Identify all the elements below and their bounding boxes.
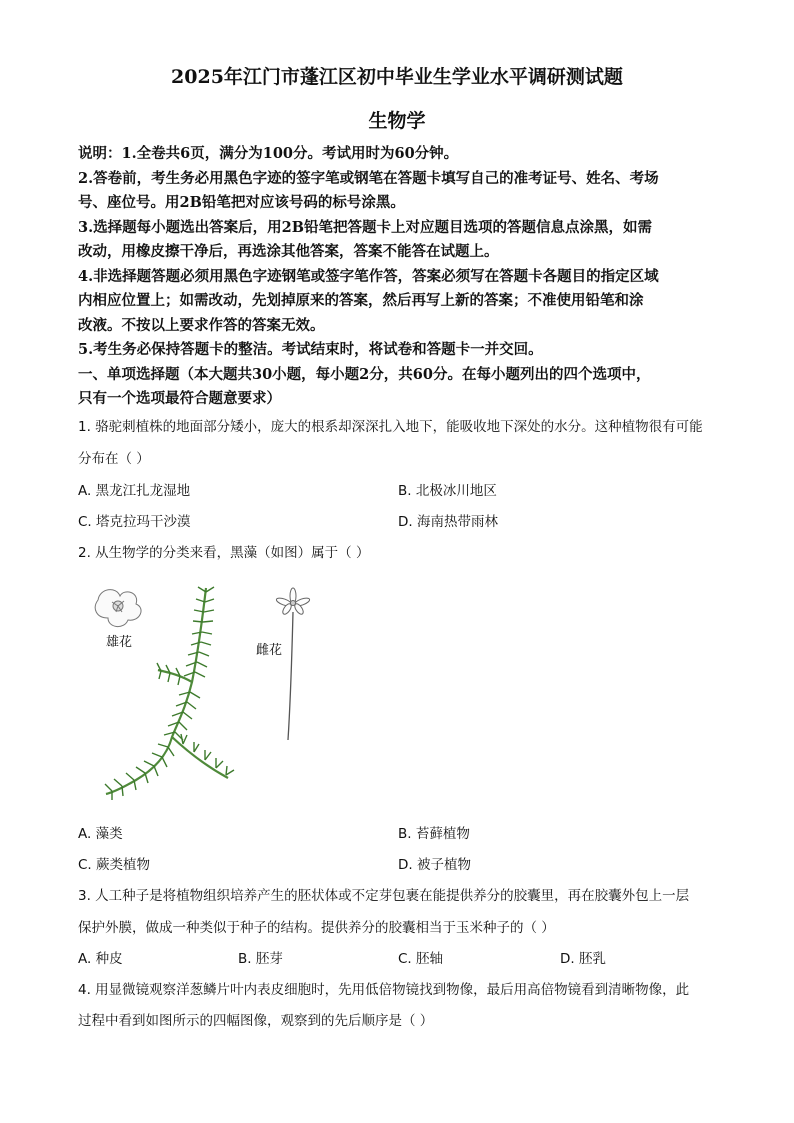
instruction-line: 改动，用橡皮擦干净后，再选涂其他答案，答案不能答在试题上。	[78, 243, 499, 260]
q3-option-a: A. 种皮	[78, 951, 123, 967]
q2-option-d: D. 被子植物	[398, 857, 471, 873]
question-3-stem: 3. 人工种子是将植物组织培养产生的胚状体或不定芽包裹在能提供养分的胶囊里，再在胶囊外包上一层	[78, 888, 690, 904]
q2-option-a: A. 藻类	[78, 826, 123, 842]
q3-option-b: B. 胚芽	[238, 951, 283, 967]
q2-option-b: B. 苔藓植物	[398, 826, 470, 842]
q1-option-d: D. 海南热带雨林	[398, 514, 498, 530]
question-1-stem: 1. 骆驼刺植株的地面部分矮小，庞大的根系却深深扎入地下，能吸收地下深处的水分。这种植物很有可能	[78, 419, 703, 435]
female-flower-label: 雌花	[256, 643, 283, 658]
subject-title: 生物学	[368, 110, 426, 132]
question-3-stem: 保护外膜，做成一种类似于种子的结构。提供养分的胶囊相当于玉米种子的（ ）	[78, 920, 555, 936]
q2-option-c: C. 蕨类植物	[78, 857, 151, 873]
section-heading: 只有一个选项最符合题意要求）	[78, 390, 281, 407]
instruction-line: 内相应位置上；如需改动，先划掉原来的答案，然后再写上新的答案；不准使用铅笔和涂	[78, 292, 644, 309]
male-flower-label: 雄花	[106, 635, 133, 650]
instruction-line: 号、座位号。用2B铅笔把对应该号码的标号涂黑。	[78, 194, 405, 211]
instruction-line: 4.非选择题答题必须用黑色字迹钢笔或签字笔作答，答案必须写在答题卡各题目的指定区域	[78, 268, 659, 285]
q1-option-c: C. 塔克拉玛干沙漠	[78, 514, 191, 530]
question-4-stem: 4. 用显微镜观察洋葱鳞片叶内表皮细胞时，先用低倍物镜找到物像，最后用高倍物镜看到清晰物像，此	[78, 982, 690, 998]
exam-title: 2025年江门市蓬江区初中毕业生学业水平调研测试题	[171, 66, 623, 88]
q1-option-a: A. 黑龙江扎龙湿地	[78, 483, 191, 499]
female-flower-drawing	[275, 588, 310, 740]
question-1-stem: 分布在（ ）	[78, 451, 150, 467]
question-2-stem: 2. 从生物学的分类来看，黑藻（如图）属于（ ）	[78, 545, 370, 561]
instruction-line: 说明：1.全卷共6页，满分为100分。考试用时为60分钟。	[78, 145, 459, 162]
q3-option-d: D. 胚乳	[560, 951, 606, 967]
hydrilla-illustration	[88, 582, 328, 804]
instruction-line: 改液。不按以上要求作答的答案无效。	[78, 317, 325, 334]
instruction-line: 3.选择题每小题选出答案后，用2B铅笔把答题卡上对应题目选项的答题信息点涂黑，如需	[78, 219, 652, 236]
instruction-line: 2.答卷前，考生务必用黑色字迹的签字笔或钢笔在答题卡填写自己的准考证号、姓名、考场	[78, 170, 659, 187]
instruction-line: 5.考生务必保持答题卡的整洁。考试结束时，将试卷和答题卡一并交回。	[78, 341, 543, 358]
question-4-stem: 过程中看到如图所示的四幅图像，观察到的先后顺序是（ ）	[78, 1013, 434, 1029]
q1-option-b: B. 北极冰川地区	[398, 483, 497, 499]
q3-option-c: C. 胚轴	[398, 951, 444, 967]
section-heading: 一、单项选择题（本大题共30小题，每小题2分，共60分。在每小题列出的四个选项中，	[78, 366, 651, 383]
male-flower-drawing	[95, 590, 141, 627]
